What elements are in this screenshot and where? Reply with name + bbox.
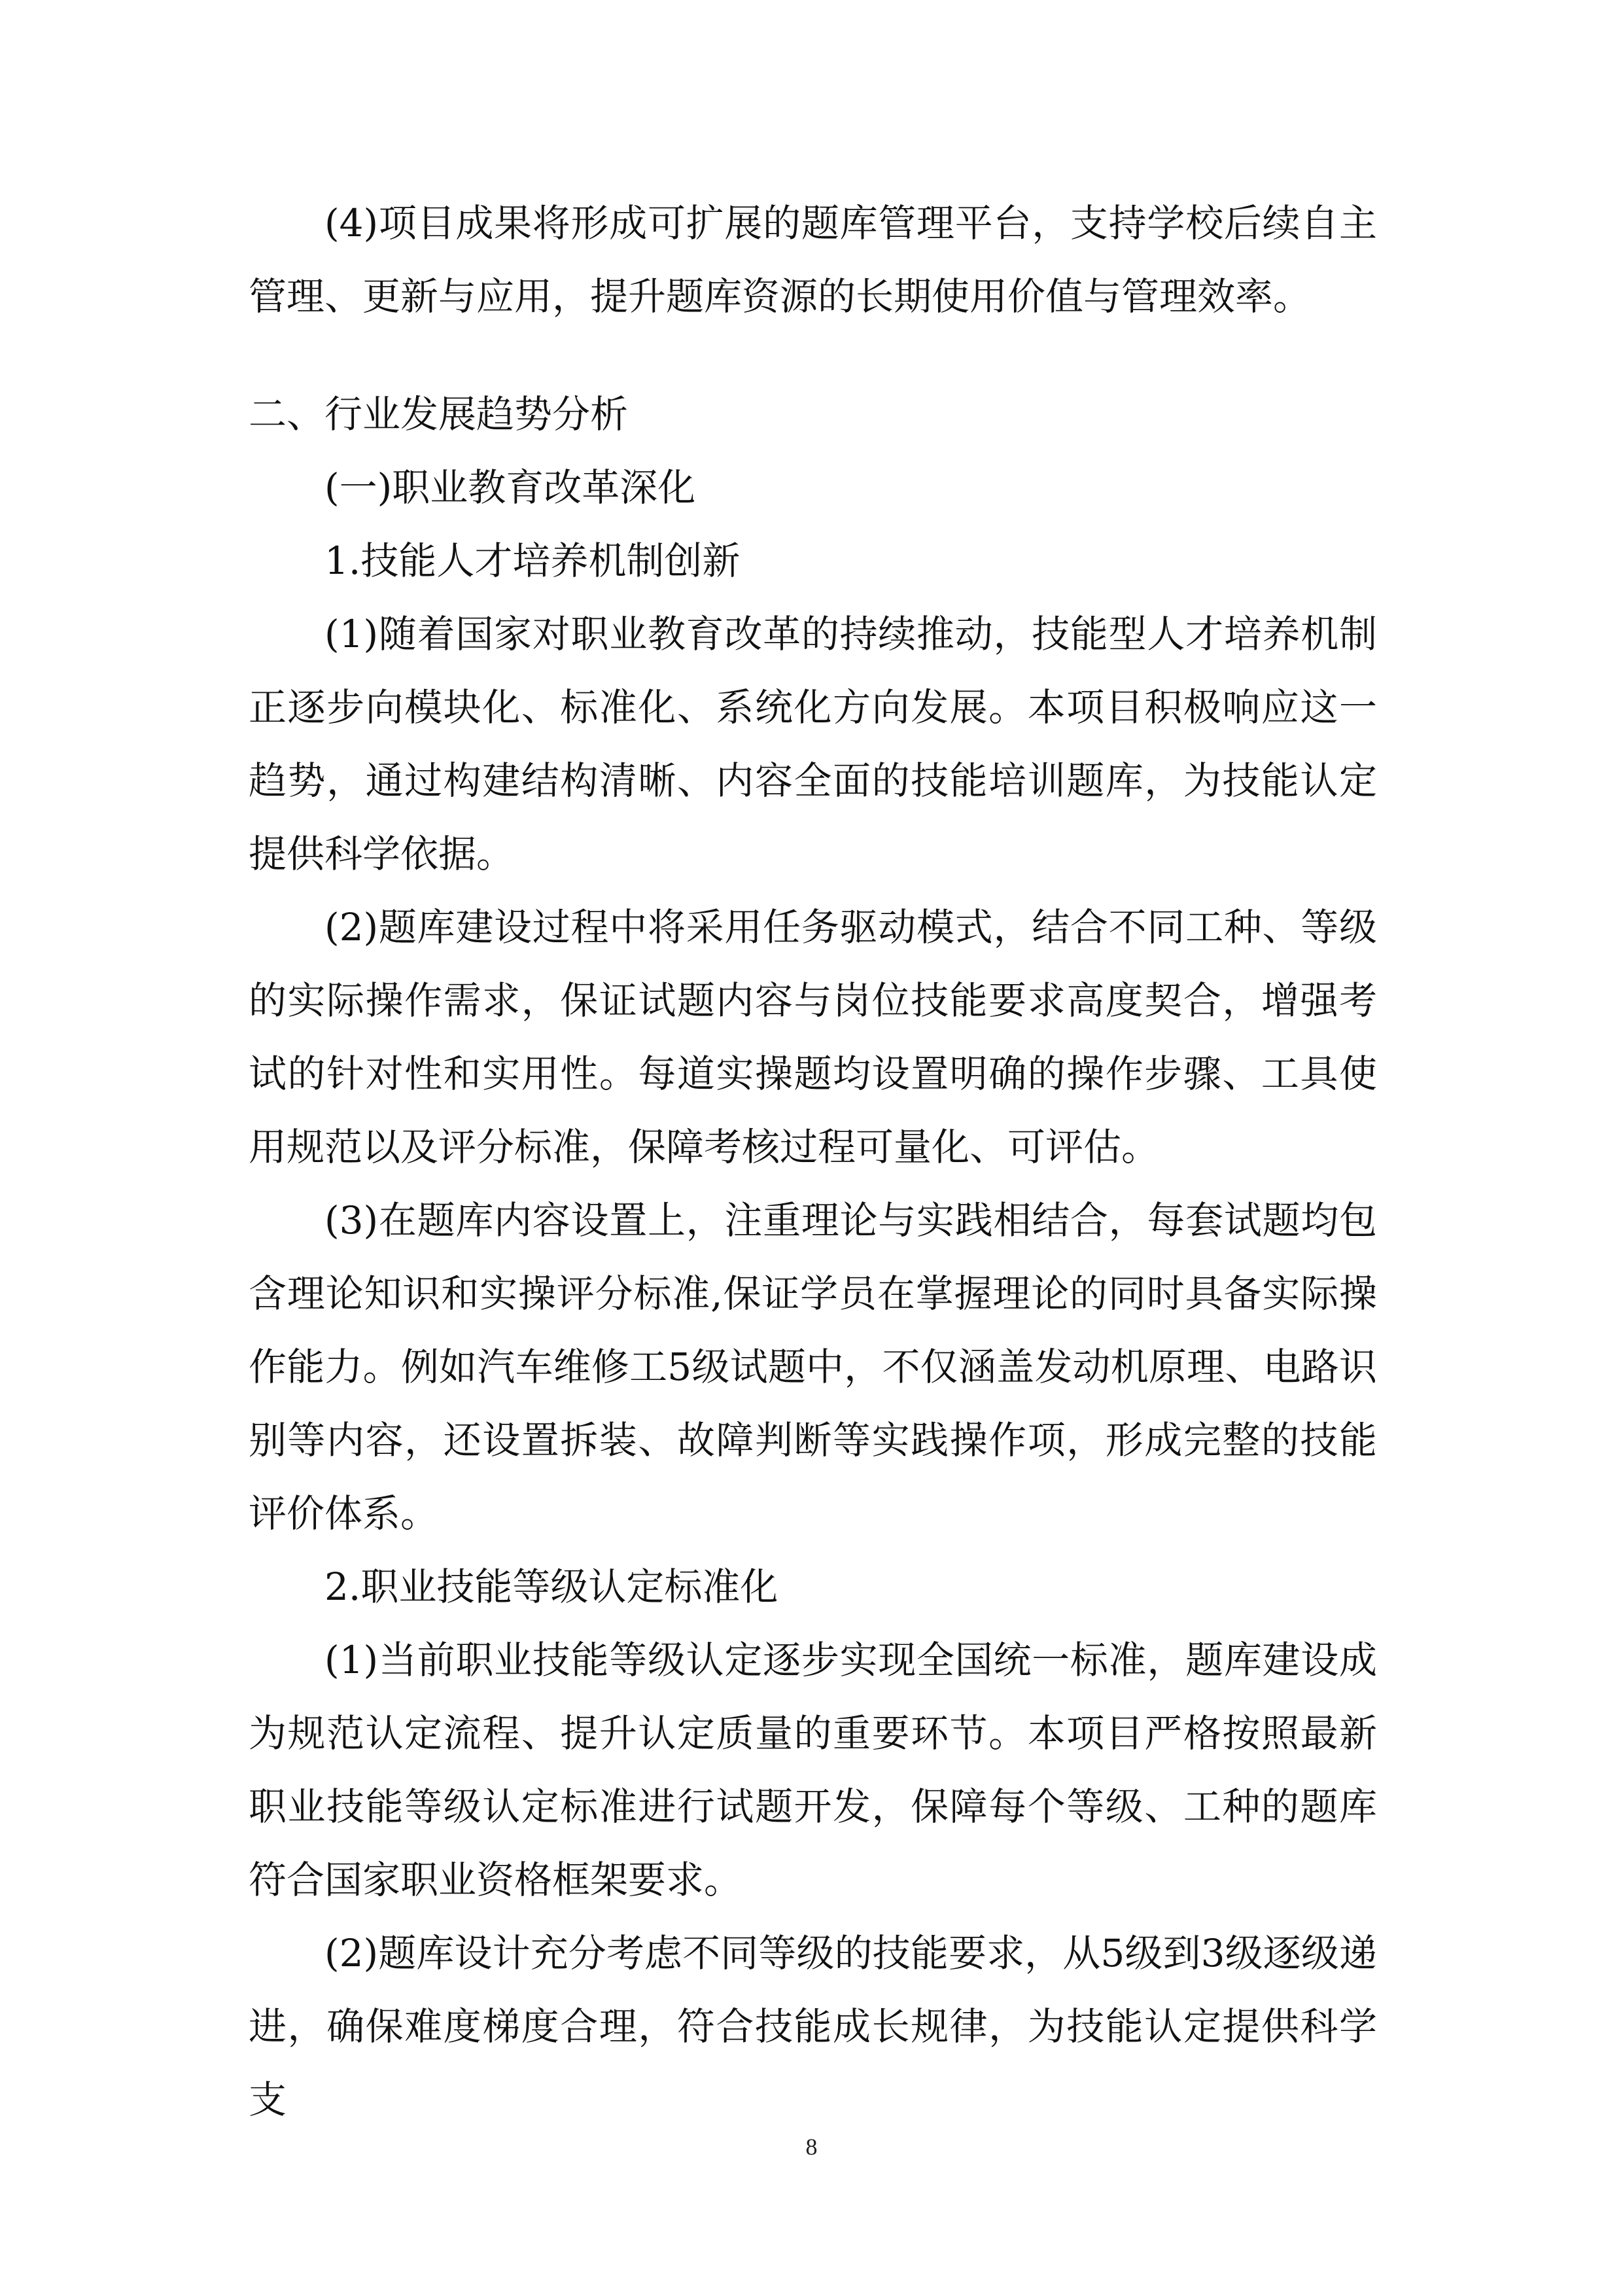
paragraph-reform-1: (1)随着国家对职业教育改革的持续推动，技能型人才培养机制正逐步向模块化、标准化、系统化方向发展。本项目积极响应这一趋势，通过构建结构清晰、内容全面的技能培训题库，为技能认定提供科学依据。 xyxy=(249,612,1377,876)
page-number: 8 xyxy=(805,2134,818,2160)
paragraph-standard-2: (2)题库设计充分考虑不同等级的技能要求，从5级到3级逐级递进，确保难度梯度合理，符合技能成长规律，为技能认定提供科学支 xyxy=(249,1931,1377,2122)
paragraph-project-outcome: (4)项目成果将形成可扩展的题库管理平台，支持学校后续自主管理、更新与应用，提升题库资源的长期使用价值与管理效率。 xyxy=(249,201,1377,319)
body-text xyxy=(249,186,1377,2136)
item-heading-skill-standardization: 2.职业技能等级认定标准化 xyxy=(324,1564,778,1609)
subsection-heading-vocational-reform: (一)职业教育改革深化 xyxy=(324,465,696,510)
paragraph-reform-3: (3)在题库内容设置上，注重理论与实践相结合，每套试题均包含理论知识和实操评分标准,保证学员在掌握理论的同时具备实际操作能力。例如汽车维修工5级试题中，不仅涵盖发动机原理、电路识别等内容，还设置拆装、故障判断等实践操作项，形成完整的技能评价体系。 xyxy=(249,1198,1377,1536)
section-heading-industry-trends: 二、行业发展趋势分析 xyxy=(249,392,629,436)
item-heading-talent-mechanism: 1.技能人才培养机制创新 xyxy=(324,539,741,583)
paragraph-standard-1: (1)当前职业技能等级认定逐步实现全国统一标准，题库建设成为规范认定流程、提升认定质量的重要环节。本项目严格按照最新职业技能等级认定标准进行试题开发，保障每个等级、工种的题库符合国家职业资格框架要求。 xyxy=(249,1638,1377,1902)
paragraph-reform-2: (2)题库建设过程中将采用任务驱动模式，结合不同工种、等级的实际操作需求，保证试题内容与岗位技能要求高度契合，增强考试的针对性和实用性。每道实操题均设置明确的操作步骤、工具使用规范以及评分标准，保障考核过程可量化、可评估。 xyxy=(249,905,1377,1169)
